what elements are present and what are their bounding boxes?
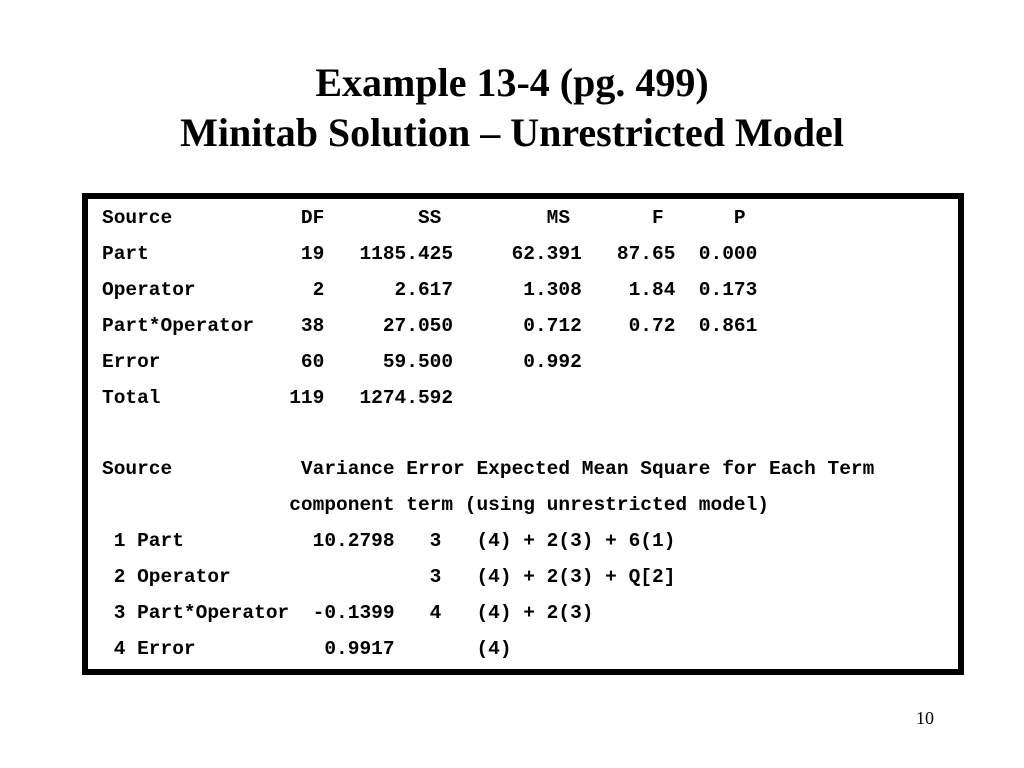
variance-row-part-operator: 3 Part*Operator -0.1399 4 (4) + 2(3) — [102, 602, 594, 624]
anova-row-part: Part 19 1185.425 62.391 87.65 0.000 — [102, 243, 758, 265]
anova-header-row: Source DF SS MS F P — [102, 207, 746, 229]
page-number: 10 — [916, 708, 934, 728]
variance-row-operator: 2 Operator 3 (4) + 2(3) + Q[2] — [102, 566, 676, 588]
variance-header-row-2: component term (using unrestricted model) — [102, 494, 770, 516]
variance-row-error: 4 Error 0.9917 (4) — [102, 638, 512, 660]
anova-row-error: Error 60 59.500 0.992 — [102, 351, 582, 373]
slide-title — [0, 58, 1024, 158]
title-line-2: Minitab Solution – Unrestricted Model — [180, 110, 844, 155]
anova-row-total: Total 119 1274.592 — [102, 387, 454, 409]
anova-row-operator: Operator 2 2.617 1.308 1.84 0.173 — [102, 279, 758, 301]
variance-row-part: 1 Part 10.2798 3 (4) + 2(3) + 6(1) — [102, 530, 676, 552]
minitab-output-box — [82, 193, 964, 675]
anova-row-part-operator: Part*Operator 38 27.050 0.712 0.72 0.861 — [102, 315, 758, 337]
variance-header-row-1: Source Variance Error Expected Mean Square for Each Term — [102, 458, 875, 480]
title-line-1: Example 13-4 (pg. 499) — [315, 60, 709, 105]
